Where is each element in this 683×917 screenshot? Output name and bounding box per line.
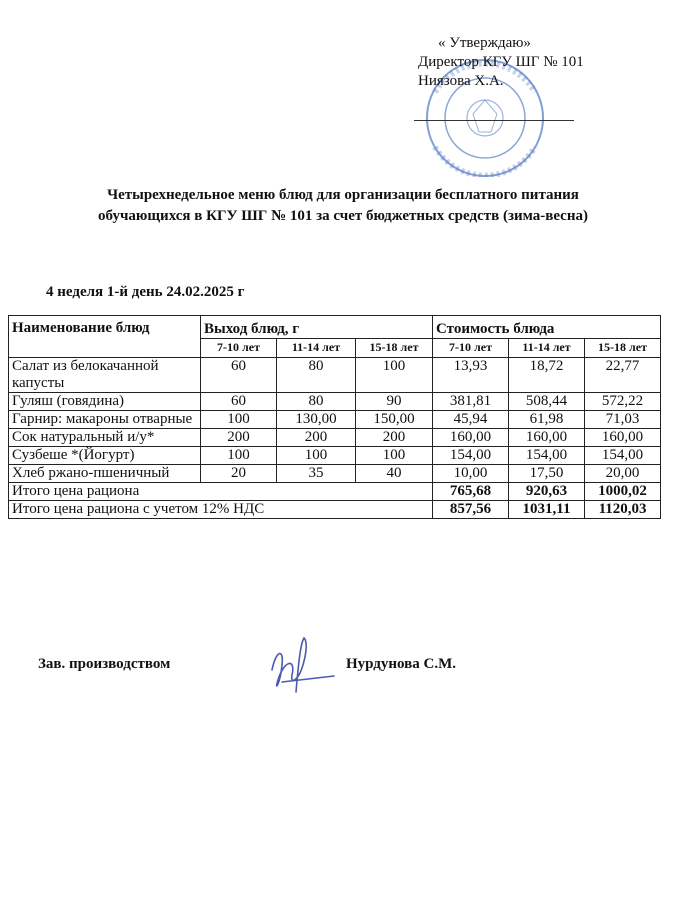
table-row xyxy=(9,358,661,393)
cost-cell: 17,50 xyxy=(509,465,585,483)
approval-line-2: Директор КГУ ШГ № 101 xyxy=(418,54,584,70)
header-age: 7-10 лет xyxy=(201,339,277,358)
table-row xyxy=(9,447,661,465)
title-line-2: обучающихся в КГУ ШГ № 101 за счет бюджетных средств (зима-весна) xyxy=(98,208,588,224)
header-dish: Наименование блюд xyxy=(9,316,201,358)
total-cell: 1000,02 xyxy=(585,483,661,501)
header-cost: Стоимость блюда xyxy=(433,316,661,339)
week-day-label: 4 неделя 1-й день 24.02.2025 г xyxy=(46,284,245,300)
production-head-name: Нурдунова С.М. xyxy=(346,656,457,672)
table-row xyxy=(9,465,661,483)
total-cell: 765,68 xyxy=(433,483,509,501)
handwritten-signature xyxy=(262,630,342,700)
dish-name: Гуляш (говядина) xyxy=(9,393,201,411)
cost-cell: 20,00 xyxy=(585,465,661,483)
yield-cell: 130,00 xyxy=(277,411,356,429)
yield-cell: 100 xyxy=(201,447,277,465)
cost-cell: 45,94 xyxy=(433,411,509,429)
yield-cell: 80 xyxy=(277,393,356,411)
yield-cell: 40 xyxy=(356,465,433,483)
yield-cell: 90 xyxy=(356,393,433,411)
total-vat-cell: 1120,03 xyxy=(585,501,661,519)
yield-cell: 20 xyxy=(201,465,277,483)
header-age: 11-14 лет xyxy=(509,339,585,358)
cost-cell: 160,00 xyxy=(509,429,585,447)
yield-cell: 80 xyxy=(277,358,356,393)
cost-cell: 61,98 xyxy=(509,411,585,429)
cost-cell: 381,81 xyxy=(433,393,509,411)
yield-cell: 200 xyxy=(277,429,356,447)
table-row xyxy=(9,429,661,447)
header-yield: Выход блюд, г xyxy=(201,316,433,339)
cost-cell: 71,03 xyxy=(585,411,661,429)
cost-cell: 10,00 xyxy=(433,465,509,483)
yield-cell: 150,00 xyxy=(356,411,433,429)
total-vat-cell: 1031,11 xyxy=(509,501,585,519)
menu-table xyxy=(8,315,661,519)
dish-name: Хлеб ржано-пшеничный xyxy=(9,465,201,483)
approval-line-3: Ниязова Х.А. xyxy=(418,73,504,89)
approval-line-1: « Утверждаю» xyxy=(438,35,531,51)
table-header-row xyxy=(9,316,661,339)
dish-name: Салат из белокачанной капусты xyxy=(9,358,201,393)
cost-cell: 508,44 xyxy=(509,393,585,411)
yield-cell: 200 xyxy=(356,429,433,447)
table-row xyxy=(9,411,661,429)
table-row xyxy=(9,393,661,411)
cost-cell: 18,72 xyxy=(509,358,585,393)
header-age: 15-18 лет xyxy=(356,339,433,358)
production-head-label: Зав. производством xyxy=(38,656,171,672)
cost-cell: 572,22 xyxy=(585,393,661,411)
yield-cell: 60 xyxy=(201,358,277,393)
approval-block xyxy=(418,34,584,91)
total-vat-label: Итого цена рациона с учетом 12% НДС xyxy=(9,501,433,519)
dish-name: Гарнир: макароны отварные xyxy=(9,411,201,429)
yield-cell: 200 xyxy=(201,429,277,447)
cost-cell: 154,00 xyxy=(585,447,661,465)
cost-cell: 154,00 xyxy=(509,447,585,465)
header-age: 15-18 лет xyxy=(585,339,661,358)
header-age: 11-14 лет xyxy=(277,339,356,358)
yield-cell: 100 xyxy=(356,447,433,465)
yield-cell: 100 xyxy=(201,411,277,429)
yield-cell: 60 xyxy=(201,393,277,411)
document-title xyxy=(28,185,658,227)
cost-cell: 154,00 xyxy=(433,447,509,465)
header-age: 7-10 лет xyxy=(433,339,509,358)
dish-name: Сок натуральный и/у* xyxy=(9,429,201,447)
yield-cell: 35 xyxy=(277,465,356,483)
yield-cell: 100 xyxy=(356,358,433,393)
total-vat-cell: 857,56 xyxy=(433,501,509,519)
total-label: Итого цена рациона xyxy=(9,483,433,501)
total-vat-row xyxy=(9,501,661,519)
yield-cell: 100 xyxy=(277,447,356,465)
dish-name: Сузбеше *(Йогурт) xyxy=(9,447,201,465)
cost-cell: 160,00 xyxy=(585,429,661,447)
cost-cell: 13,93 xyxy=(433,358,509,393)
approval-signature-line xyxy=(414,120,574,121)
total-row xyxy=(9,483,661,501)
title-line-1: Четырехнедельное меню блюд для организации бесплатного питания xyxy=(107,187,579,203)
cost-cell: 22,77 xyxy=(585,358,661,393)
cost-cell: 160,00 xyxy=(433,429,509,447)
total-cell: 920,63 xyxy=(509,483,585,501)
